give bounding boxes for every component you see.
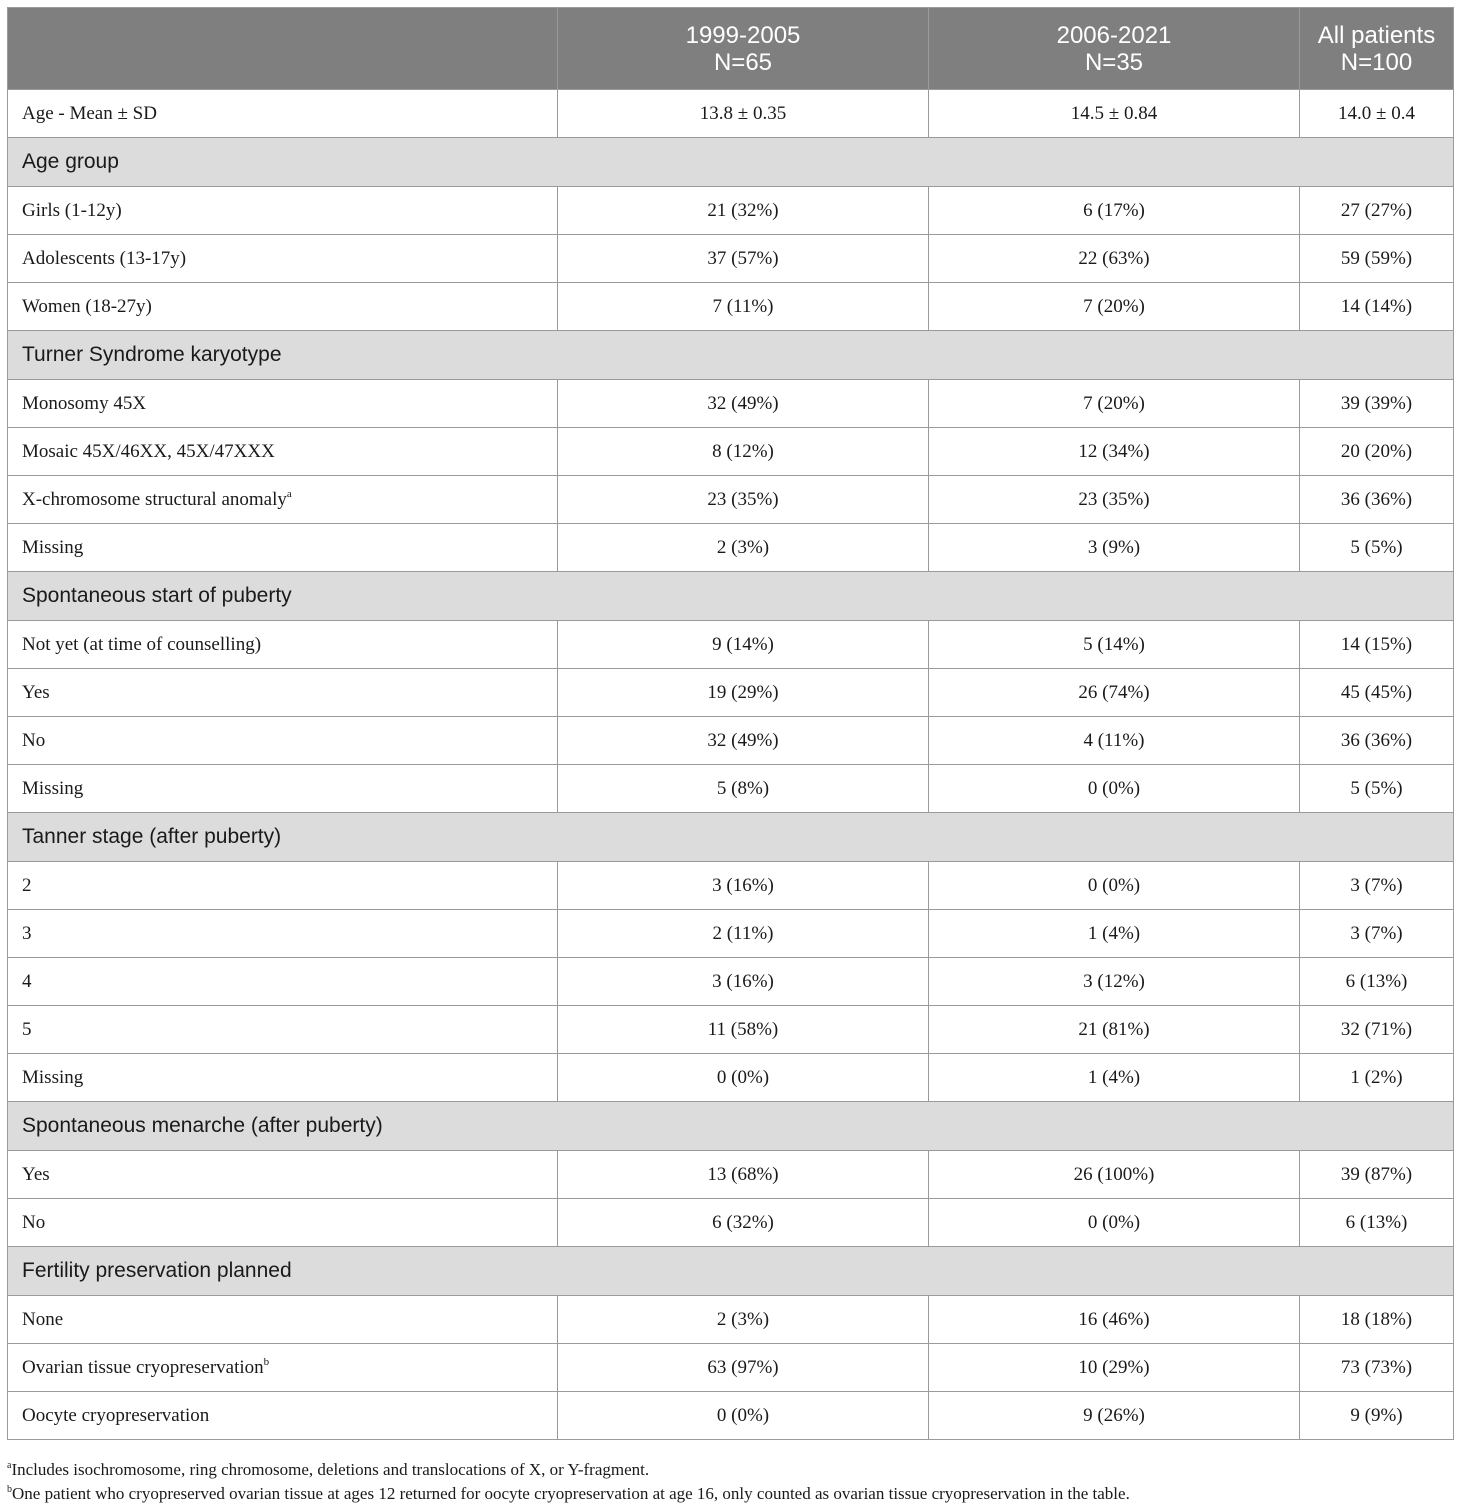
- value-2006-2021: 14.5 ± 0.84: [929, 90, 1300, 138]
- value-2006-2021: 4 (11%): [929, 717, 1300, 765]
- value-all-patients: 14 (15%): [1300, 621, 1454, 669]
- row-label-cell: [8, 187, 558, 235]
- row-label: Girls (1-12y): [22, 199, 122, 221]
- footnote-reference: a: [286, 487, 292, 500]
- section-header-row: [8, 1247, 1454, 1296]
- footnotes: [7, 1458, 1453, 1506]
- row-label-cell: [8, 1392, 558, 1440]
- value-all-patients: 73 (73%): [1300, 1344, 1454, 1392]
- header-row: [8, 8, 1454, 90]
- row-label-cell: [8, 862, 558, 910]
- table-row: [8, 669, 1454, 717]
- row-label: Yes: [22, 1163, 50, 1185]
- value-2006-2021: 16 (46%): [929, 1296, 1300, 1344]
- footnote-text: Includes isochromosome, ring chromosome, deletions and translocations of X, or Y-fragment.: [11, 1460, 650, 1479]
- value-1999-2005: 32 (49%): [558, 380, 929, 428]
- table-row: [8, 765, 1454, 813]
- row-label-cell: [8, 235, 558, 283]
- row-label: Missing: [22, 536, 84, 558]
- header-cell-1999-2005: [558, 8, 929, 90]
- row-label-cell: [8, 283, 558, 331]
- value-2006-2021: 0 (0%): [929, 765, 1300, 813]
- row-label: No: [22, 1211, 46, 1233]
- value-all-patients: 6 (13%): [1300, 958, 1454, 1006]
- value-1999-2005: 13.8 ± 0.35: [558, 90, 929, 138]
- table-container: [7, 7, 1453, 1440]
- row-label-cell: [8, 910, 558, 958]
- value-2006-2021: 6 (17%): [929, 187, 1300, 235]
- value-all-patients: 14.0 ± 0.4: [1300, 90, 1454, 138]
- value-all-patients: 1 (2%): [1300, 1054, 1454, 1102]
- footnote-mark: b: [7, 1484, 12, 1495]
- value-2006-2021: 1 (4%): [929, 910, 1300, 958]
- value-2006-2021: 22 (63%): [929, 235, 1300, 283]
- value-2006-2021: 1 (4%): [929, 1054, 1300, 1102]
- row-label: Ovarian tissue cryopreservation: [22, 1356, 264, 1378]
- header-period-label: 2006-2021: [1056, 21, 1172, 49]
- row-label-cell: [8, 90, 558, 138]
- value-all-patients: 18 (18%): [1300, 1296, 1454, 1344]
- value-1999-2005: 21 (32%): [558, 187, 929, 235]
- value-all-patients: 5 (5%): [1300, 524, 1454, 572]
- row-label: 4: [22, 970, 32, 992]
- row-label: Missing: [22, 777, 84, 799]
- section-header-label: Turner Syndrome karyotype: [8, 331, 1454, 380]
- table-row: [8, 187, 1454, 235]
- row-label-cell: [8, 1151, 558, 1199]
- table-row: [8, 1199, 1454, 1247]
- row-label: 5: [22, 1018, 32, 1040]
- row-label-cell: [8, 1054, 558, 1102]
- value-1999-2005: 8 (12%): [558, 428, 929, 476]
- value-1999-2005: 5 (8%): [558, 765, 929, 813]
- row-label-cell: [8, 765, 558, 813]
- table-row: [8, 910, 1454, 958]
- row-label-cell: [8, 1344, 558, 1392]
- value-all-patients: 59 (59%): [1300, 235, 1454, 283]
- row-label-cell: [8, 524, 558, 572]
- value-1999-2005: 13 (68%): [558, 1151, 929, 1199]
- table-row: [8, 1296, 1454, 1344]
- row-label: None: [22, 1308, 64, 1330]
- row-label: 2: [22, 874, 32, 896]
- value-2006-2021: 23 (35%): [929, 476, 1300, 524]
- footnote-text: One patient who cryopreserved ovarian tissue at ages 12 returned for oocyte cryopreservation at age 16, only counted as ovarian tissue cryopreservation in the table.: [12, 1484, 1130, 1503]
- value-1999-2005: 11 (58%): [558, 1006, 929, 1054]
- table-row: [8, 380, 1454, 428]
- table-row: [8, 1392, 1454, 1440]
- value-all-patients: 36 (36%): [1300, 717, 1454, 765]
- value-all-patients: 6 (13%): [1300, 1199, 1454, 1247]
- row-label-cell: [8, 380, 558, 428]
- table-row: [8, 524, 1454, 572]
- table-row: [8, 1006, 1454, 1054]
- row-label: Mosaic 45X/46XX, 45X/47XXX: [22, 440, 275, 462]
- value-1999-2005: 0 (0%): [558, 1392, 929, 1440]
- section-header-label: Tanner stage (after puberty): [8, 813, 1454, 862]
- value-1999-2005: 23 (35%): [558, 476, 929, 524]
- value-all-patients: 39 (39%): [1300, 380, 1454, 428]
- header-n-label: N=100: [1340, 48, 1413, 76]
- table-row: [8, 428, 1454, 476]
- value-all-patients: 14 (14%): [1300, 283, 1454, 331]
- row-label: Oocyte cryopreservation: [22, 1404, 210, 1426]
- value-2006-2021: 7 (20%): [929, 283, 1300, 331]
- value-1999-2005: 3 (16%): [558, 958, 929, 1006]
- value-2006-2021: 21 (81%): [929, 1006, 1300, 1054]
- footnote-mark: a: [7, 1460, 12, 1471]
- value-1999-2005: 2 (11%): [558, 910, 929, 958]
- value-1999-2005: 2 (3%): [558, 524, 929, 572]
- header-period-label: All patients: [1317, 21, 1436, 49]
- value-all-patients: 9 (9%): [1300, 1392, 1454, 1440]
- header-n-label: N=65: [713, 48, 773, 76]
- row-label-cell: [8, 1006, 558, 1054]
- table-row: [8, 1344, 1454, 1392]
- table-row: [8, 958, 1454, 1006]
- value-1999-2005: 2 (3%): [558, 1296, 929, 1344]
- value-2006-2021: 0 (0%): [929, 1199, 1300, 1247]
- row-label-cell: [8, 1199, 558, 1247]
- value-2006-2021: 26 (100%): [929, 1151, 1300, 1199]
- value-2006-2021: 7 (20%): [929, 380, 1300, 428]
- value-1999-2005: 37 (57%): [558, 235, 929, 283]
- value-all-patients: 3 (7%): [1300, 862, 1454, 910]
- value-2006-2021: 12 (34%): [929, 428, 1300, 476]
- row-label-cell: [8, 669, 558, 717]
- section-header-row: [8, 572, 1454, 621]
- footnote-reference: b: [263, 1355, 270, 1368]
- row-label: Yes: [22, 681, 50, 703]
- value-all-patients: 36 (36%): [1300, 476, 1454, 524]
- row-label-cell: [8, 1296, 558, 1344]
- table-row: [8, 621, 1454, 669]
- table-row: [8, 235, 1454, 283]
- table-body: [8, 90, 1454, 1440]
- table-row: [8, 1151, 1454, 1199]
- row-label: Women (18-27y): [22, 295, 152, 317]
- value-all-patients: 27 (27%): [1300, 187, 1454, 235]
- value-2006-2021: 3 (9%): [929, 524, 1300, 572]
- value-2006-2021: 5 (14%): [929, 621, 1300, 669]
- value-1999-2005: 7 (11%): [558, 283, 929, 331]
- section-header-label: Spontaneous start of puberty: [8, 572, 1454, 621]
- value-all-patients: 5 (5%): [1300, 765, 1454, 813]
- table-row: [8, 283, 1454, 331]
- value-2006-2021: 0 (0%): [929, 862, 1300, 910]
- section-header-row: [8, 331, 1454, 380]
- header-cell-all-patients: [1300, 8, 1454, 90]
- row-label-cell: [8, 717, 558, 765]
- table-row: [8, 1054, 1454, 1102]
- footnote-b: [7, 1482, 1453, 1506]
- row-label: Missing: [22, 1066, 84, 1088]
- value-1999-2005: 9 (14%): [558, 621, 929, 669]
- table-row: [8, 717, 1454, 765]
- table-row: [8, 476, 1454, 524]
- row-label-cell: [8, 958, 558, 1006]
- row-label: Not yet (at time of counselling): [22, 633, 262, 655]
- section-header-row: [8, 138, 1454, 187]
- table-row: [8, 90, 1454, 138]
- value-2006-2021: 9 (26%): [929, 1392, 1300, 1440]
- section-header-row: [8, 1102, 1454, 1151]
- value-1999-2005: 6 (32%): [558, 1199, 929, 1247]
- value-all-patients: 20 (20%): [1300, 428, 1454, 476]
- section-header-row: [8, 813, 1454, 862]
- row-label-cell: [8, 428, 558, 476]
- section-header-label: Fertility preservation planned: [8, 1247, 1454, 1296]
- table-row: [8, 862, 1454, 910]
- table-header: [8, 8, 1454, 90]
- value-1999-2005: 3 (16%): [558, 862, 929, 910]
- value-all-patients: 45 (45%): [1300, 669, 1454, 717]
- row-label: Monosomy 45X: [22, 392, 147, 414]
- header-cell-2006-2021: [929, 8, 1300, 90]
- row-label: X-chromosome structural anomaly: [22, 488, 287, 510]
- section-header-label: Spontaneous menarche (after puberty): [8, 1102, 1454, 1151]
- footnote-a: [7, 1458, 1453, 1482]
- value-1999-2005: 63 (97%): [558, 1344, 929, 1392]
- value-2006-2021: 26 (74%): [929, 669, 1300, 717]
- value-all-patients: 39 (87%): [1300, 1151, 1454, 1199]
- section-header-label: Age group: [8, 138, 1454, 187]
- value-2006-2021: 3 (12%): [929, 958, 1300, 1006]
- row-label: No: [22, 729, 46, 751]
- header-n-label: N=35: [1084, 48, 1144, 76]
- value-1999-2005: 32 (49%): [558, 717, 929, 765]
- row-label: Adolescents (13-17y): [22, 247, 187, 269]
- value-all-patients: 3 (7%): [1300, 910, 1454, 958]
- row-label: Age - Mean ± SD: [22, 102, 157, 124]
- header-cell-variable: [8, 8, 558, 90]
- row-label-cell: [8, 476, 558, 524]
- header-period-label: 1999-2005: [685, 21, 801, 49]
- value-all-patients: 32 (71%): [1300, 1006, 1454, 1054]
- row-label: 3: [22, 922, 32, 944]
- value-2006-2021: 10 (29%): [929, 1344, 1300, 1392]
- characteristics-table: [7, 7, 1454, 1440]
- value-1999-2005: 0 (0%): [558, 1054, 929, 1102]
- row-label-cell: [8, 621, 558, 669]
- value-1999-2005: 19 (29%): [558, 669, 929, 717]
